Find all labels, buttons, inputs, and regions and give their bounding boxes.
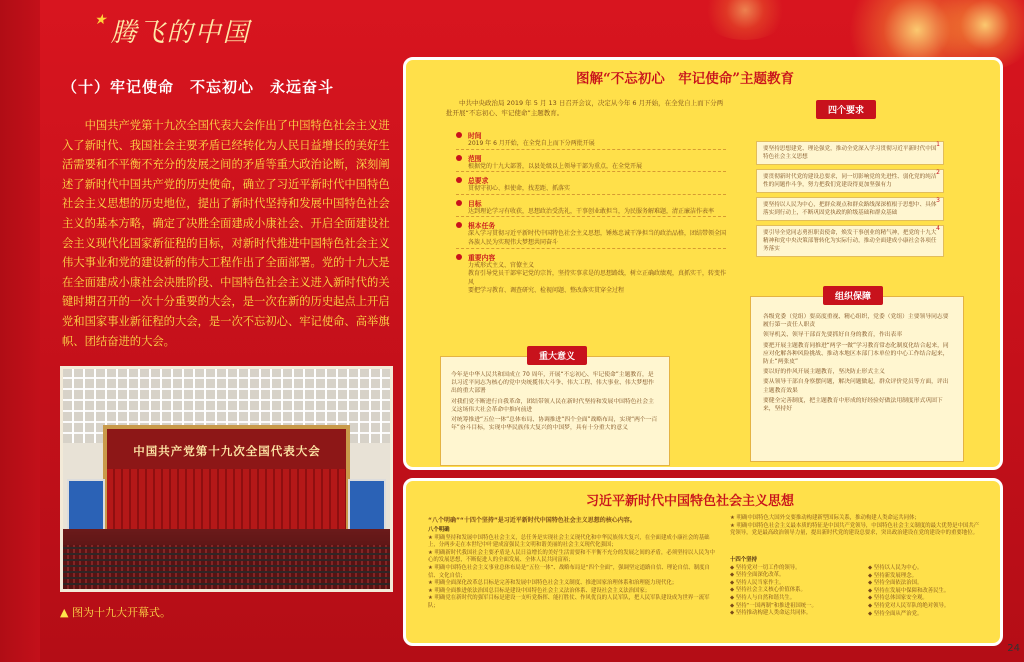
section-title: （十）牢记使命 不忘初心 永远奋斗 [62,78,335,96]
timeline-item: 时间 2019 年 6 月开始，在全党自上而下分两批开展 [456,130,726,150]
adherence-item: ◆ 坚持人民当家作主。 [730,579,785,586]
organization-item: 要把开展主题教育同推进“两学一做”学习教育常态化制度化结合起来，同应对化解各种风险挑战、推动本地区本部门本单位的中心工作结合起来，防止“两张皮” [763,342,949,366]
stage [103,425,350,535]
body-paragraph: 中国共产党第十九次全国代表大会作出了中国特色社会主义进入了新时代、我国社会主要矛盾已经转化为人民日益增长的美好生活需要和不平衡不充分的发展之间的矛盾等重大政治论断，深刻阐述了新时代中国共产党的历史使命，确立了习近平新时代中国特色社会主义思想的历史地位，提出了新时代坚持和发展中国特色社会主义的基本方略，确定了决胜全面建成小康社会、开启全面建设社会主义现代化国家新征程的目标，对新时代推进中国特色社会主义伟大事业和党的建设新的伟大工程作出了全面部署。党的十九大是在全面建成小康社会决胜阶段、中国特色社会主义进入新时代的关键时期召开的一次十分重要的大会，是一次在新的历史起点上开启党和国家事业新征程的大会，是一次不忘初心、牢记使命、高举旗帜、团结奋进的大会。 [62,119,390,348]
organization-box [750,292,964,462]
star-icon: ★ [94,12,109,28]
significance-item: 对统筹推进“五位一体”总体布局、协调推进“四个全面”战略布局，实现“两个一百年”奋斗目标，实现中华民族伟大复兴的中国梦，具有十分重大的意义 [451,417,658,432]
adherence-item: ◆ 坚持党对一切工作的领导。 [730,564,801,571]
significance-item: 今年是中华人民共和国成立 70 周年，开展“不忘初心、牢记使命”主题教育，是以习近平同志为核心的党中央统揽伟大斗争、伟大工程、伟大事业、伟大梦想作出的重大部署 [451,372,654,395]
clarification-item: ★ 明确全面深化改革总目标是完善和发展中国特色社会主义制度、推进国家治理体系和治理能力现代化； [428,580,678,587]
bullet-dot-icon [456,200,462,206]
clarification-item: ★ 明确中国特色社会主义最本质的特征是中国共产党领导，中国特色社会主义制度的最大优势是中国共产党领导，党是最高政治领导力量，提出新时代党的建设总要求，突出政治建设在党的建设中的重要地位。 [730,522,980,537]
eight-heading: 八个明确 [428,527,450,533]
timeline-item: 范围 根据党的十九大部署，以县处级以上领导干部为重点，在全党开展 [456,153,726,173]
adherence-item: ◆ 坚持党对人民军队的绝对领导。 [868,602,950,609]
adherence-item: ◆ 坚持新发展理念。 [868,572,917,579]
bullet-dot-icon [456,155,462,161]
timeline-item: 总要求 贯彻守初心、担使命，找差距、抓落实 [456,175,726,195]
requirements-title: 四个要求 [816,100,876,119]
fourteen-adherences-left [730,557,850,618]
organization-item: 领导机关、领导干部首先要抓好自身的教育，作出表率 [763,332,903,339]
congress-photo [60,366,393,592]
timeline-item: 重要内容 力戒形式主义、官僚主义 教育引导党员干部牢记党的宗旨，坚持实事求是的思想路线，树立正确政绩观，真抓实干，转变作风 要把学习教育、调查研究、检视问题、整改落实贯穿全过程 [456,252,726,296]
adherence-item: ◆ 坚持人与自然和谐共生。 [730,594,796,601]
clarification-item: ★ 明确新时代我国社会主要矛盾是人民日益增长的美好生活需要和不平衡不充分的发展之间的矛盾，必须坚持以人民为中心的发展思想，不断促进人的全面发展、全体人民共同富裕； [428,549,715,564]
triangle-bullet-icon: ▲ [60,606,69,619]
significance-box [440,352,670,466]
brand-logo: ★腾飞的中国 [94,12,251,48]
organization-item: 要健全完善制度，把主题教育中形成的好经验好做法用制度形式巩固下来，坚持好 [763,397,943,413]
timeline [456,130,726,299]
clarification-item: ★ 明确中国特色大国外交要推动构建新型国际关系，推动构建人类命运共同体； [730,515,920,521]
significance-title: 重大意义 [527,346,587,365]
eight-clarifications-continued [730,515,980,538]
clarification-item: ★ 明确坚持和发展中国特色社会主义，总任务是实现社会主义现代化和中华民族伟大复兴，在全面建成小康社会的基础上，分两步走在本世纪中叶建成富强民主文明和谐美丽的社会主义现代化强国； [428,534,710,549]
adherence-item: ◆ 坚持推动构建人类命运共同体。 [730,610,812,617]
adherence-item: ◆ 坚持在发展中保障和改善民生。 [868,587,950,594]
eight-clarifications [428,527,718,611]
firework-decoration [700,0,790,40]
requirement-item: 3 要坚持以人民为中心，把群众观点和群众路线深深植根于思想中、具体落实到行动上，不断巩固党执政的阶级基础和群众基础 [756,197,944,221]
organization-title: 组织保障 [823,286,883,305]
bottom-subtitle: “八个明确”“十四个坚持”是习近平新时代中国特色社会主义思想的核心内容。 [428,517,636,524]
clarification-item: ★ 明确党在新时代的强军目标是建设一支听党指挥、能打胜仗、作风优良的人民军队，把人民军队建设成为世界一流军队； [428,595,710,609]
bullet-dot-icon [456,132,462,138]
adherence-item: ◆ 坚持“一国两制”和推进祖国统一。 [730,602,817,609]
significance-item: 对我们党不断进行自我革命，团结带领人民在新时代坚持和发展中国特色社会主义这场伟大社会革命中推向前进 [451,398,654,413]
clarification-item: ★ 明确全面推进依法治国总目标是建设中国特色社会主义法治体系、建设社会主义法治国家； [428,587,651,594]
timeline-item: 目标 达到理论学习有收获，思想政治受洗礼，干事创业敢担当，为民服务解难题，清正廉洁作表率 [456,198,726,218]
adherence-item: ◆ 坚持总体国家安全观。 [868,595,928,602]
stage-banner: 中国共产党第十九次全国代表大会 [133,444,321,458]
left-edge-strip [0,0,40,662]
page-number: 24 [1007,643,1020,654]
side-screen-left [67,479,105,531]
fourteen-heading: 十四个坚持 [730,557,757,563]
organization-item: 各级党委（党组）要高度重视、精心组织，党委（党组）主要领导同志要履行第一责任人职责 [763,314,949,329]
four-requirements-box [756,106,944,280]
photo-caption: ▲ 图为十九大开幕式。 [60,606,171,619]
fourteen-adherences-right [868,565,988,618]
adherence-item: ◆ 坚持全面深化改革。 [730,572,785,579]
requirement-item: 4 要引导全党同志勇担职责使命，焕发干事创业的精气神，把党的十九大精神和党中央决策部署转化为实际行动，推动全面建成小康社会各项任务落实 [756,225,944,257]
requirement-item: 2 要贯彻新时代党的建设总要求，同一切影响党的先进性、弱化党的纯洁性的问题作斗争，努力把我们党建设得更加坚强有力 [756,169,944,193]
requirement-item: 1 要坚持思想建党、理论强党，推动全党深入学习贯彻习近平新时代中国特色社会主义思想 [756,141,944,165]
bullet-dot-icon [456,254,462,260]
stage-curtain [107,469,346,535]
theme-education-panel [403,57,1003,470]
audience-seats [63,545,390,591]
adherence-item: ◆ 坚持全面从严治党。 [868,610,923,617]
bullet-dot-icon [456,177,462,183]
side-screen-right [348,479,386,531]
organization-item: 要从领导干部自身察摆问题，解决问题做起，群众评价党员等方面，评出主题教育效果 [763,379,949,394]
bullet-dot-icon [456,222,462,228]
bottom-title: 习近平新时代中国特色社会主义思想 [586,494,795,509]
adherence-item: ◆ 坚持社会主义核心价值体系。 [730,587,806,594]
adherence-item: ◆ 坚持以人民为中心。 [868,565,923,571]
adherence-item: ◆ 坚持全面依法治国。 [868,580,923,587]
clarification-item: ★ 明确中国特色社会主义事业总体布局是“五位一体”、战略布局是“四个全面”，强调坚定道路自信、理论自信、制度自信、文化自信； [428,564,710,579]
timeline-item: 根本任务 深入学习贯彻习近平新时代中国特色社会主义思想，锤炼忠诚干净担当的政治品格，团结带领全国各族人民为实现伟大梦想共同奋斗 [456,220,726,248]
panel-intro: 中共中央政治局 2019 年 5 月 13 日召开会议，决定从今年 6 月开始，在全党自上而下分两批开展“不忘初心、牢记使命”主题教育。 [446,99,724,117]
panel-title: 图解“不忘初心 牢记使命”主题教育 [576,71,795,87]
xi-thought-panel [403,478,1003,646]
organization-item: 要以好的作风开展主题教育，坚决防止形式主义 [763,369,885,376]
